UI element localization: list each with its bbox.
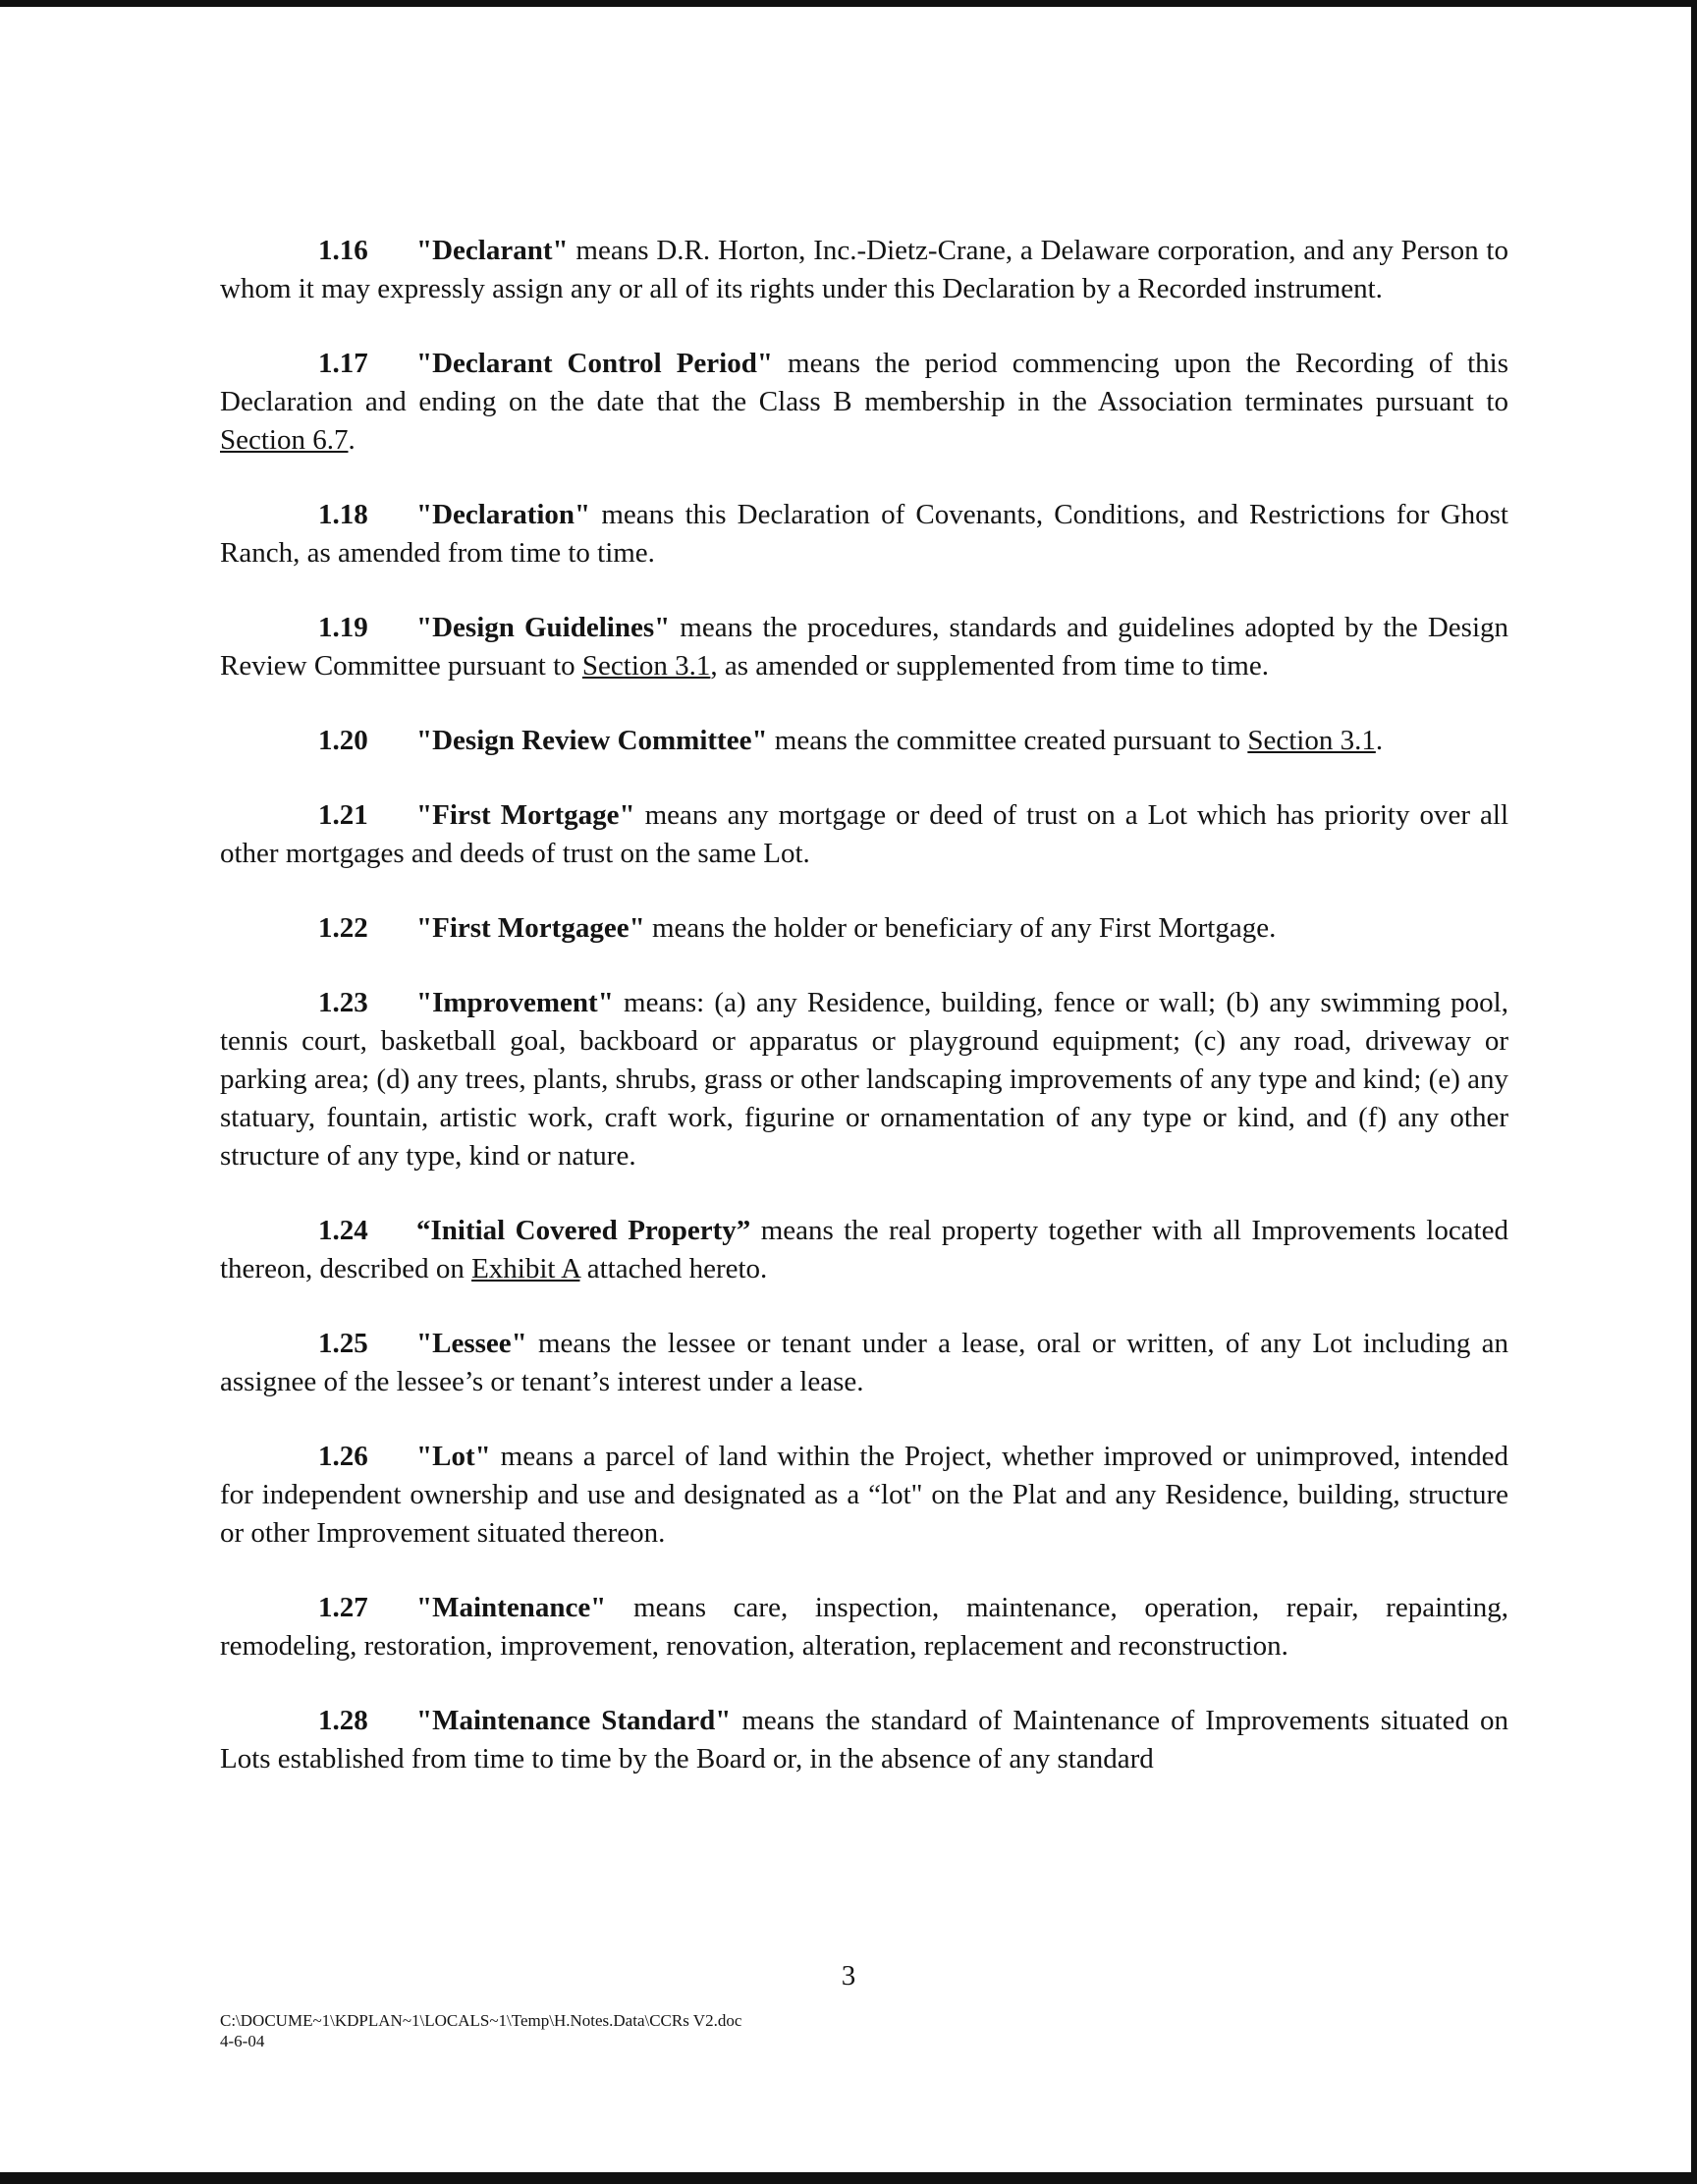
definition-text: means this Declaration of Covenants, Conditions, and Restrictions for Ghost Ranch, as amended from time to time. <box>220 499 1508 569</box>
section-number: 1.27 <box>318 1592 368 1623</box>
section-number: 1.18 <box>318 499 368 530</box>
defined-term: "Declarant" <box>416 235 569 266</box>
definition-1-23 <box>220 984 1508 1175</box>
scan-edge-bottom <box>0 2172 1697 2184</box>
section-number: 1.19 <box>318 612 368 643</box>
exhibit-reference: Exhibit A <box>471 1253 580 1284</box>
section-number: 1.21 <box>318 799 368 831</box>
definition-text: means the period commencing upon the Recording of this Declaration and ending on the date that the Class B membership in the Association terminates pursuant to <box>220 348 1508 417</box>
section-number: 1.25 <box>318 1328 368 1359</box>
definition-1-16 <box>220 232 1508 308</box>
defined-term: "First Mortgagee" <box>416 912 645 944</box>
document-body <box>220 232 1508 1815</box>
definition-text: means the procedures, standards and guidelines adopted by the Design Review Committee pursuant to <box>220 612 1508 682</box>
definition-text: means: (a) any Residence, building, fence or wall; (b) any swimming pool, tennis court, basketball goal, backboard or apparatus or playground equipment; (c) any road, driveway or parking area; (d) any trees, plants, shrubs, grass or other landscaping improvements of any type and kind; (e) any statuary, fountain, artistic work, craft work, figurine or ornamentation of any type or kind, and (f) any other structure of any type, kind or nature. <box>220 987 1508 1172</box>
defined-term: "Lot" <box>416 1441 491 1472</box>
defined-term: "Lessee" <box>416 1328 527 1359</box>
definition-1-20 <box>220 722 1508 760</box>
section-reference: Section 6.7 <box>220 424 349 456</box>
definition-1-28 <box>220 1702 1508 1778</box>
definition-text: means the lessee or tenant under a lease, oral or written, of any Lot including an assignee of the lessee’s or tenant’s interest under a lease. <box>220 1328 1508 1397</box>
footer-file-path: C:\DOCUME~1\KDPLAN~1\LOCALS~1\Temp\H.Notes.Data\CCRs V2.doc <box>220 2011 742 2030</box>
definition-text: means the holder or beneficiary of any First Mortgage. <box>644 912 1277 944</box>
defined-term: “Initial Covered Property” <box>416 1215 751 1246</box>
section-number: 1.26 <box>318 1441 368 1472</box>
section-number: 1.16 <box>318 235 368 266</box>
definition-1-27 <box>220 1589 1508 1665</box>
definition-text: , as amended or supplemented from time to time. <box>710 650 1269 682</box>
footer-date: 4-6-04 <box>220 2032 265 2050</box>
scan-edge-right <box>1691 0 1697 2184</box>
defined-term: "Maintenance" <box>416 1592 607 1623</box>
defined-term: "Declarant Control Period" <box>416 348 773 379</box>
section-number: 1.23 <box>318 987 368 1018</box>
definition-text: means a parcel of land within the Project, whether improved or unimproved, intended for independent ownership and use and designated as a “lot" on the Plat and any Residence, building, structure or other Improvement situated thereon. <box>220 1441 1508 1549</box>
definition-text: means D.R. Horton, Inc.-Dietz-Crane, a Delaware corporation, and any Person to whom it may expressly assign any or all of its rights under this Declaration by a Recorded instrument. <box>220 235 1508 304</box>
defined-term: "Maintenance Standard" <box>416 1705 732 1736</box>
defined-term: "Improvement" <box>416 987 614 1018</box>
section-number: 1.22 <box>318 912 368 944</box>
definition-1-19 <box>220 609 1508 685</box>
definition-text: attached hereto. <box>579 1253 768 1284</box>
defined-term: "Design Review Committee" <box>416 725 768 756</box>
section-number: 1.17 <box>318 348 368 379</box>
definition-text: means the standard of Maintenance of Improvements situated on Lots established from time to time by the Board or, in the absence of any standard <box>220 1705 1508 1774</box>
defined-term: "Design Guidelines" <box>416 612 671 643</box>
definition-text: means the real property together with all Improvements located thereon, described on <box>220 1215 1508 1284</box>
definition-text: . <box>1375 725 1384 756</box>
definition-1-18 <box>220 496 1508 573</box>
definition-1-17 <box>220 345 1508 460</box>
definition-1-22 <box>220 909 1508 948</box>
definition-1-21 <box>220 796 1508 873</box>
definition-1-26 <box>220 1438 1508 1553</box>
document-footer <box>220 2010 741 2051</box>
defined-term: "First Mortgage" <box>416 799 635 831</box>
section-reference: Section 3.1 <box>1247 725 1376 756</box>
definition-1-25 <box>220 1325 1508 1401</box>
section-number: 1.24 <box>318 1215 368 1246</box>
defined-term: "Declaration" <box>416 499 591 530</box>
definition-text: means the committee created pursuant to <box>767 725 1248 756</box>
page-number: 3 <box>841 1960 856 1992</box>
scan-edge-top <box>0 0 1697 7</box>
section-reference: Section 3.1 <box>581 650 711 682</box>
section-number: 1.20 <box>318 725 368 756</box>
definition-text: means care, inspection, maintenance, operation, repair, repainting, remodeling, restoration, improvement, renovation, alteration, replacement and reconstruction. <box>220 1592 1508 1662</box>
definition-text: means any mortgage or deed of trust on a Lot which has priority over all other mortgages and deeds of trust on the same Lot. <box>220 799 1508 869</box>
section-number: 1.28 <box>318 1705 368 1736</box>
definition-1-24 <box>220 1212 1508 1288</box>
definition-text: . <box>348 424 356 456</box>
